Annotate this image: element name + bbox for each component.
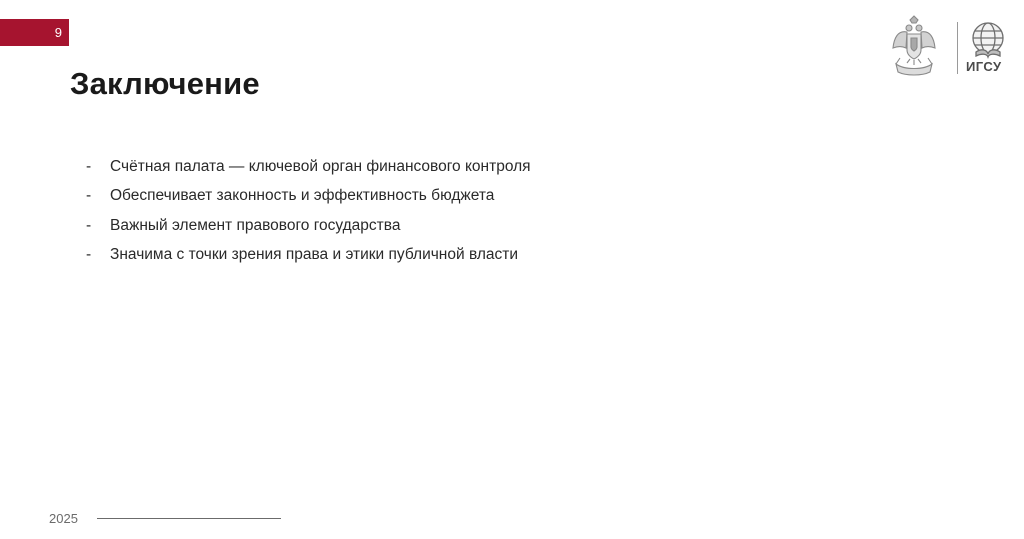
- bullet-item: [86, 241, 531, 271]
- university-abbreviation: ИГСУ: [966, 59, 1002, 74]
- page-number-badge: [0, 19, 69, 46]
- bullet-text: Важный элемент правового государства: [110, 216, 401, 234]
- coat-of-arms-icon: [893, 16, 935, 75]
- footer-year: 2025: [49, 511, 78, 526]
- globe-book-icon: [973, 23, 1003, 57]
- bullet-item: [86, 152, 531, 182]
- bullet-item: [86, 182, 531, 212]
- bullet-marker: -: [86, 246, 92, 264]
- bullet-text: Обеспечивает законность и эффективность бюджета: [110, 187, 495, 205]
- bullet-marker: -: [86, 187, 92, 205]
- bullet-text: Значима с точки зрения права и этики публичной власти: [110, 246, 518, 264]
- bullet-list: [86, 152, 531, 270]
- logo-divider: [957, 22, 958, 74]
- bullet-marker: -: [86, 216, 92, 234]
- footer-divider: [97, 518, 281, 519]
- page-number: 9: [54, 25, 62, 40]
- bullet-marker: -: [86, 157, 92, 175]
- slide-title: Заключение: [70, 66, 260, 101]
- bullet-item: [86, 211, 531, 241]
- bullet-text: Счётная палата — ключевой орган финансового контроля: [110, 157, 531, 175]
